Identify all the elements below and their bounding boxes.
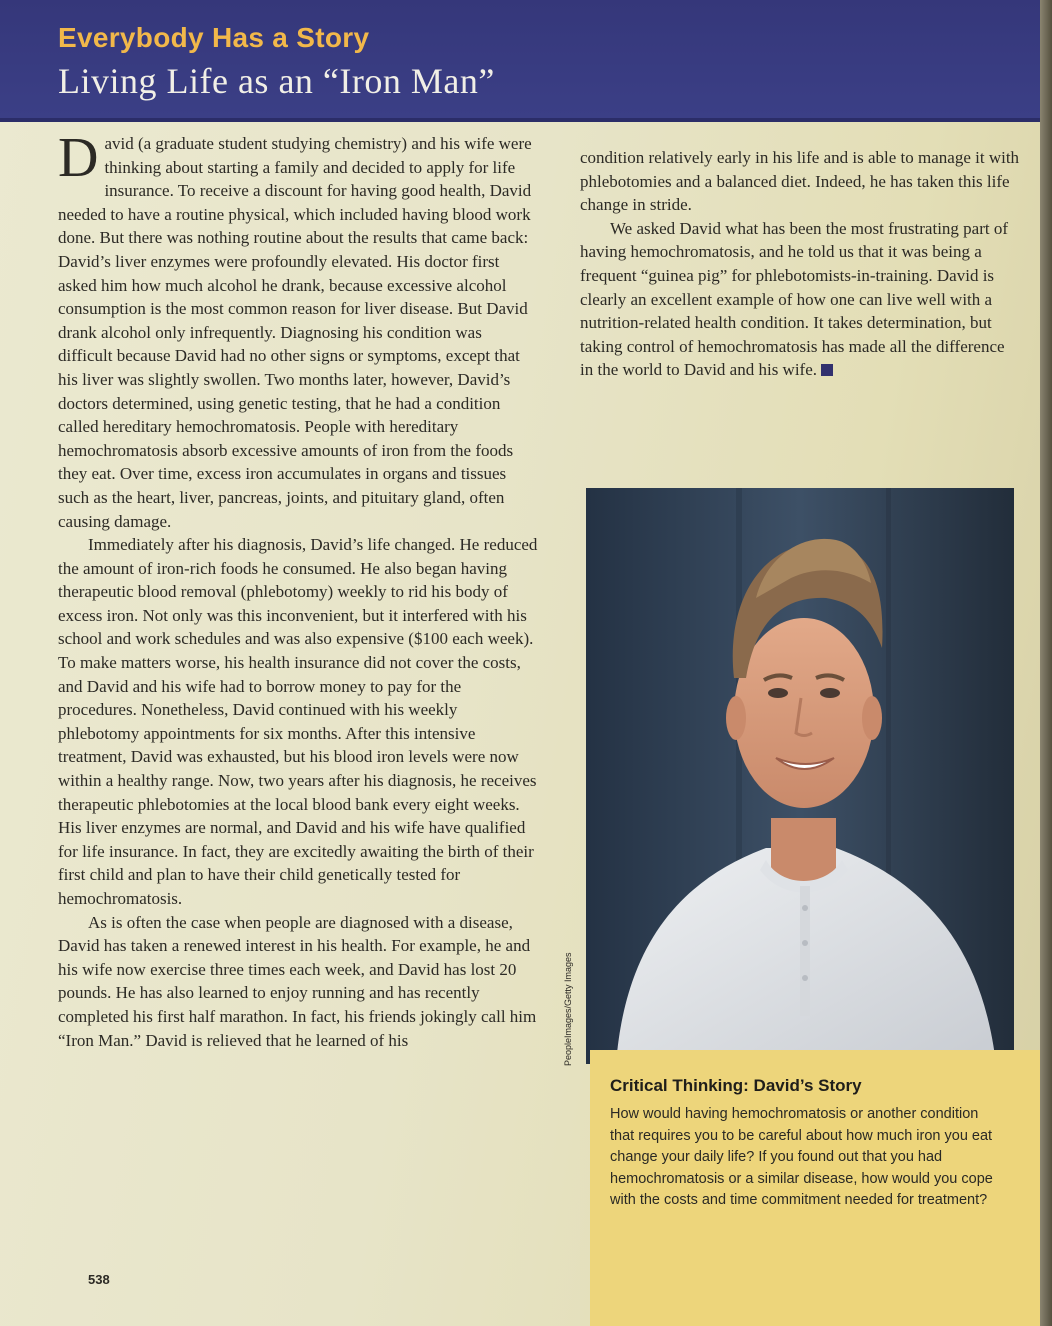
david-portrait-photo bbox=[586, 488, 1014, 1064]
feature-kicker: Everybody Has a Story bbox=[58, 22, 370, 53]
article-paragraph-1 bbox=[58, 127, 538, 533]
article-paragraph-3: As is often the case when people are diagnosed with a disease, David has taken a renewed interest in his health. For example, he and his wife now exercise three times each week, and David has lost 20 pounds. He has also learned to enjoy running and has recently completed his first half marathon. In fact, his friends jokingly call him “Iron Man.” David is relieved that he learned of his bbox=[58, 912, 537, 1050]
photo-credit: PeopleImages/Getty Images bbox=[563, 952, 573, 1066]
article-paragraph-4: condition relatively early in his life and is able to manage it with phlebotomies and a balanced diet. Indeed, he has taken this life change in stride. bbox=[580, 148, 1020, 215]
page-number: 538 bbox=[88, 1272, 110, 1287]
paragraph-text: avid (a graduate student studying chemistry) and his wife were thinking about starting a family and decided to apply for life insurance. To receive a discount for having good health, David needed to have a routine physical, which included having blood work done. But there was nothing routine about the results that came back: David’s liver enzymes were profoundly elevated. His doctor first asked him how much alcohol he drank, because excessive alcohol consumption is the most common reason for liver disease. But David drank alcohol only infrequently. Diagnosing his condition was difficult because David had no other signs or symptoms, except that his liver was slightly swollen. Two months later, however, David’s doctors determined, using genetic testing, that he had a condition called hereditary hemochromatosis. People with hereditary hemochromatosis absorb excessive amounts of iron from the foods they eat. Over time, excess iron accumulates in organs and tissues such as the heart, liver, pancreas, joints, and pituitary gland, often causing damage. bbox=[58, 134, 532, 531]
critical-thinking-body: How would having hemochromatosis or another condition that requires you to be careful about how much iron you eat change your daily life? If you found out that you had hemochromatosis or a similar disease, how would you cope with the costs and time commitment needed for treatment? bbox=[610, 1106, 993, 1208]
article-paragraph-5 bbox=[580, 217, 1020, 382]
portrait-illustration bbox=[586, 488, 1014, 1064]
story-title: Living Life as an “Iron Man” bbox=[58, 61, 495, 101]
drop-cap: D bbox=[58, 127, 99, 189]
article-paragraph-2: Immediately after his diagnosis, David’s life changed. He reduced the amount of iron-rich foods he consumed. He also began having therapeutic blood removal (phlebotomy) weekly to rid his body of excess iron. Not only was this inconvenient, but it interfered with his school and work schedules and was also expensive ($100 each week). To make matters worse, his health insurance did not cover the costs, and David and his wife had to borrow money to pay for the procedures. Nonetheless, David continued with his weekly phlebotomy appointments for six months. After this intensive treatment, David was exhausted, but his blood iron levels were now within a healthy range. Now, two years after his diagnosis, he receives therapeutic phlebotomies at the local blood bank every eight weeks. His liver enzymes are normal, and David and his wife have qualified for life insurance. In fact, they are excitedly awaiting the birth of their first child and plan to have their child genetically tested for hemochromatosis. bbox=[58, 535, 538, 908]
end-of-story-square-icon bbox=[821, 364, 833, 376]
book-page-edge bbox=[1040, 0, 1052, 1326]
article-column-left bbox=[58, 127, 538, 1052]
story-header bbox=[0, 0, 1040, 122]
article-column-right bbox=[580, 146, 1020, 382]
paragraph-text: We asked David what has been the most frustrating part of having hemochromatosis, and he told us that it was being a frequent “guinea pig” for phlebotomists-in-training. David is clearly an excellent example of how one can live well with a nutrition-related health condition. It takes determination, but taking control of hemochromatosis has made all the difference in the world to David and his wife. bbox=[580, 218, 1009, 380]
critical-thinking-title: Critical Thinking: David’s Story bbox=[610, 1076, 862, 1095]
